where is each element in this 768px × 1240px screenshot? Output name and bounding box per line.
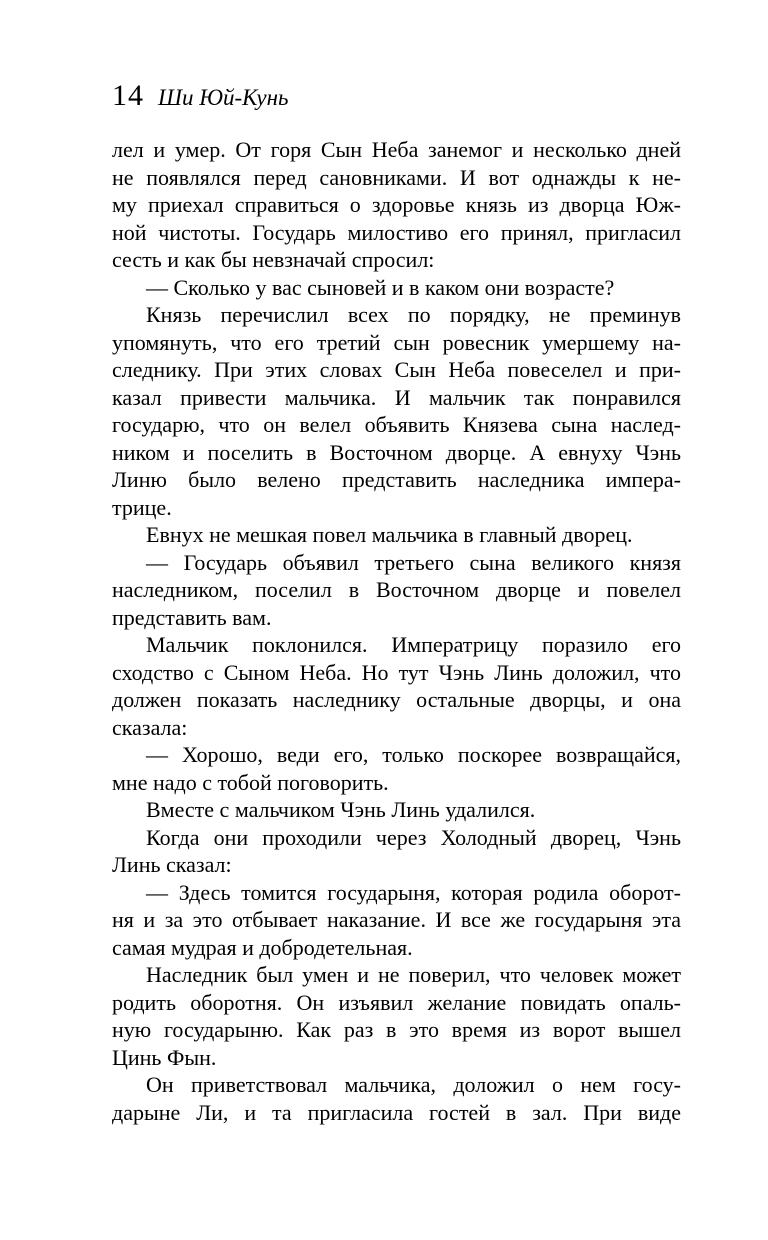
text-line: — Сколько у вас сыновей и в каком они возрасте? — [146, 274, 615, 300]
text-line: сказала: — [112, 714, 188, 740]
text-body — [112, 136, 681, 1126]
text-line: Князь перечислил всех по порядку, не преминув — [146, 302, 681, 327]
text-line: ня и за это отбывает наказание. И все же государыня эта — [112, 907, 681, 932]
text-line: сесть и как бы невзначай спросил: — [112, 247, 435, 272]
text-line: Евнух не мешкая повел мальчика в главный дворец. — [146, 522, 633, 547]
paragraph — [112, 301, 681, 521]
text-line: Он приветствовал мальчика, доложил о нем госу- — [146, 1072, 681, 1097]
text-line: дарыне Ли, и та пригласила гостей в зал. При виде — [112, 1099, 681, 1125]
page-number: 14 — [112, 79, 144, 112]
paragraph — [112, 824, 681, 879]
text-line: Линю было велено представить наследника импера- — [112, 467, 681, 492]
paragraph — [112, 961, 681, 1071]
text-line: ную государыню. Как раз в это время из ворот вышел — [112, 1017, 681, 1042]
text-line: ной чистоты. Государь милостиво его принял, пригласил — [112, 219, 681, 245]
text-line: наследником, поселил в Восточном дворце и повелел — [112, 577, 681, 602]
page-header — [112, 80, 289, 114]
text-line: Когда они проходили через Холодный дворец, Чэнь — [146, 824, 681, 850]
paragraph — [112, 879, 681, 962]
text-line: — Хорошо, веди его, только поскорее возвращайся, — [146, 742, 681, 767]
paragraph — [112, 521, 681, 549]
text-line: трице. — [112, 494, 172, 520]
text-line: представить вам. — [112, 604, 272, 630]
paragraph — [112, 274, 681, 302]
text-line: Линь сказал: — [112, 852, 232, 877]
text-line: — Здесь томится государыня, которая родила оборот- — [146, 879, 681, 905]
text-line: государю, что он велел объявить Князева сына наслед- — [112, 412, 681, 437]
text-line: самая мудрая и добродетельная. — [112, 934, 413, 960]
text-line: мне надо с тобой поговорить. — [112, 769, 389, 795]
text-line: — Государь объявил третьего сына великого князя — [146, 549, 681, 575]
text-line: следнику. При этих словах Сын Неба повеселел и при- — [112, 357, 681, 382]
paragraph — [112, 796, 681, 824]
text-line: родить оборотня. Он изъявил желание повидать опаль- — [112, 989, 681, 1015]
text-line: не появлялся перед сановниками. И вот однажды к не- — [112, 164, 681, 190]
paragraph — [112, 741, 681, 796]
text-line: му приехал справиться о здоровье князь из дворца Юж- — [112, 192, 681, 217]
text-line: ником и поселить в Восточном дворце. А евнуху Чэнь — [112, 439, 681, 465]
running-title: Ши Юй-Кунь — [158, 85, 289, 110]
text-line: Мальчик поклонился. Императрицу поразило его — [146, 632, 681, 657]
text-line: сходство с Сыном Неба. Но тут Чэнь Линь доложил, что — [112, 659, 681, 685]
text-line: казал привести мальчика. И мальчик так понравился — [112, 384, 681, 410]
text-line: должен показать наследнику остальные дворцы, и она — [112, 687, 681, 712]
paragraph — [112, 631, 681, 741]
text-line: лел и умер. От горя Сын Неба занемог и несколько дней — [112, 137, 681, 162]
paragraph — [112, 136, 681, 274]
paragraph — [112, 1071, 681, 1126]
text-line: Цинь Фын. — [112, 1044, 217, 1070]
text-line: Наследник был умен и не поверил, что человек может — [146, 962, 681, 987]
paragraph — [112, 549, 681, 632]
text-line: упомянуть, что его третий сын ровесник умершему на- — [112, 329, 681, 355]
text-line: Вместе с мальчиком Чэнь Линь удалился. — [146, 797, 536, 822]
